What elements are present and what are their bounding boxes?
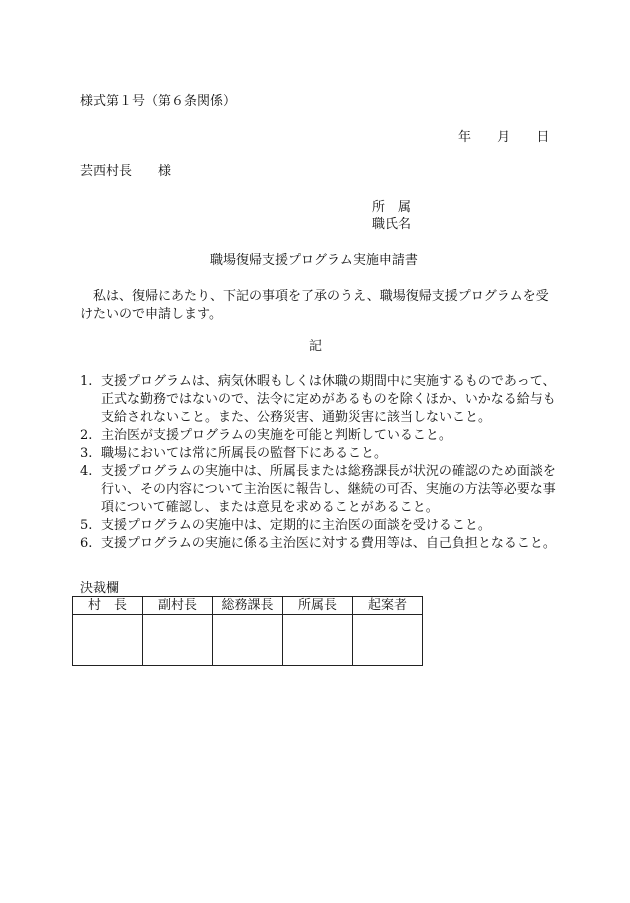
stamp-cell-dept-head[interactable]: [283, 615, 353, 666]
list-item: [80, 373, 558, 427]
date-day-label: 日: [536, 130, 550, 145]
list-item: [80, 463, 558, 517]
item-text: 支援プログラムの実施中は、定期的に主治医の面談を受けること。: [101, 518, 491, 533]
approval-header-row: [73, 597, 423, 615]
stamp-cell-mayor[interactable]: [73, 615, 143, 666]
addressee-honorific: 様: [158, 164, 172, 179]
item-number: 3.: [80, 446, 93, 461]
item-number: 4.: [80, 464, 93, 479]
addressee: [80, 163, 171, 181]
approval-col-dept-head: 所属長: [283, 597, 353, 615]
ki-heading: 記: [309, 339, 323, 354]
item-text: 支援プログラムの実施に係る主治医に対する費用等は、自己負担となること。: [101, 536, 556, 551]
conditions-list: [80, 373, 558, 553]
approval-table: [72, 596, 423, 666]
form-number: 様式第１号（第６条関係）: [80, 94, 237, 109]
item-text: 支援プログラムは、病気休暇もしくは休職の期間中に実施するものであって、正式な勤務ではないので、法令に定めがあるものを除くほか、いかなる給与も支給されないこと。また、公務災害、通勤災害に該当しないこと。: [101, 374, 556, 425]
item-text: 職場においては常に所属長の監督下にあること。: [101, 446, 388, 461]
approval-col-drafter: 起案者: [353, 597, 423, 615]
list-item: [80, 535, 558, 553]
date-line: [458, 129, 549, 147]
item-number: 1.: [80, 374, 93, 389]
approval-label: 決裁欄: [80, 581, 120, 596]
item-text: 支援プログラムの実施中は、所属長または総務課長が状況の確認のため面談を行い、その内容について主治医に報告し、継続の可否、実施の方法等必要な事項について確認し、または意見を求めることがあること。: [101, 464, 556, 515]
affiliation-label: [372, 199, 424, 217]
document-body: 私は、復帰にあたり、下記の事項を了承のうえ、職場復帰支援プログラムを受けたいので申請します。: [80, 289, 549, 322]
approval-col-mayor: 村 長: [73, 597, 143, 615]
approval-stamp-row: [73, 615, 423, 666]
date-month-label: 月: [497, 130, 511, 145]
item-text: 主治医が支援プログラムの実施を可能と判断していること。: [101, 428, 452, 443]
addressee-name: 芸西村長: [80, 164, 133, 179]
affiliation-label-text: 所属: [372, 200, 425, 215]
list-item: [80, 445, 558, 463]
item-number: 5.: [80, 518, 93, 533]
item-number: 2.: [80, 428, 93, 443]
approval-col-deputy-mayor: 副村長: [143, 597, 213, 615]
list-item: [80, 517, 558, 535]
date-year-label: 年: [458, 130, 472, 145]
list-item: [80, 427, 558, 445]
approval-col-general-affairs-chief: 総務課長: [213, 597, 283, 615]
stamp-cell-drafter[interactable]: [353, 615, 423, 666]
name-label: 職氏名: [372, 217, 412, 232]
document-title: 職場復帰支援プログラム実施申請書: [210, 253, 418, 268]
item-number: 6.: [80, 536, 93, 551]
stamp-cell-deputy-mayor[interactable]: [143, 615, 213, 666]
stamp-cell-general-affairs-chief[interactable]: [213, 615, 283, 666]
